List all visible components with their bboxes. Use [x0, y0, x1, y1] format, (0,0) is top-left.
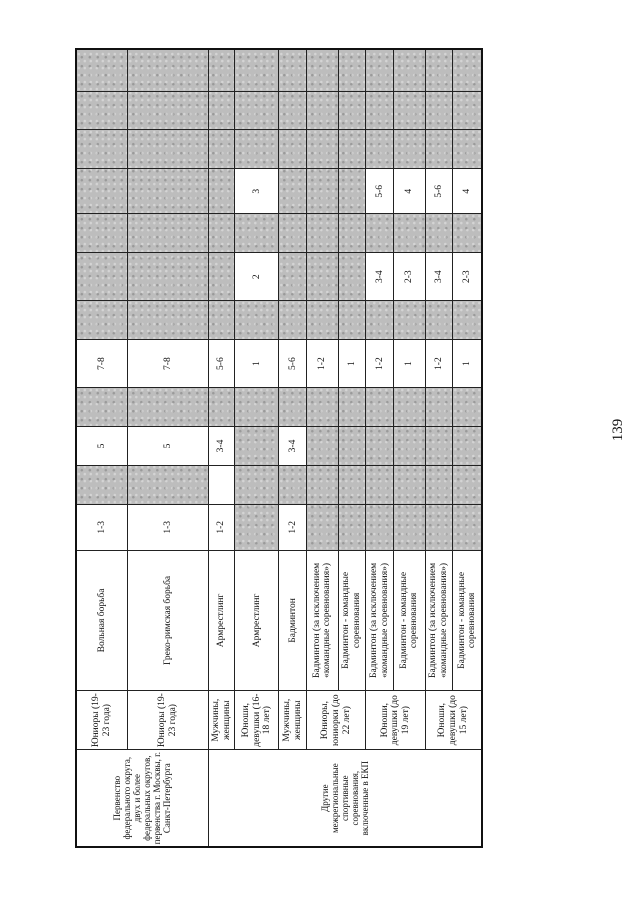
value-cell: [128, 388, 209, 427]
value-cell: [394, 49, 425, 91]
value-cell: 1-2: [307, 340, 338, 388]
value-cell: [76, 253, 128, 301]
value-cell: [235, 49, 279, 91]
value-cell: [366, 388, 394, 427]
value-cell: [235, 130, 279, 169]
value-cell: [128, 169, 209, 214]
value-cell: 5-6: [208, 340, 235, 388]
value-cell: [76, 91, 128, 130]
value-cell: [279, 301, 307, 340]
value-cell: [208, 91, 235, 130]
value-cell: 4: [453, 169, 482, 214]
table-row: [128, 49, 209, 847]
value-cell: 3-4: [279, 427, 307, 466]
value-cell: [394, 504, 425, 550]
value-cell: 1: [394, 340, 425, 388]
value-cell: 1-2: [366, 340, 394, 388]
value-cell: [425, 130, 453, 169]
table-row: [307, 49, 338, 847]
value-cell: [338, 169, 366, 214]
value-cell: 1-3: [128, 504, 209, 550]
value-cell: 2: [235, 253, 279, 301]
discipline-cell: Бадминтон (за исключением «командные соревнования»): [366, 550, 394, 690]
value-cell: [128, 49, 209, 91]
value-cell: [307, 49, 338, 91]
value-cell: [279, 214, 307, 253]
age-cell: Юниоры (19-23 года): [76, 690, 128, 749]
value-cell: [208, 253, 235, 301]
value-cell: 7-8: [76, 340, 128, 388]
value-cell: [453, 504, 482, 550]
value-cell: 1-2: [279, 504, 307, 550]
value-cell: 1-2: [208, 504, 235, 550]
value-cell: [338, 214, 366, 253]
value-cell: [76, 49, 128, 91]
value-cell: [453, 130, 482, 169]
value-cell: 7-8: [128, 340, 209, 388]
age-cell: Юниоры (19-23 года): [128, 690, 209, 749]
value-cell: [307, 465, 338, 504]
value-cell: [338, 49, 366, 91]
value-cell: [394, 91, 425, 130]
value-cell: [453, 388, 482, 427]
value-cell: [338, 504, 366, 550]
value-cell: [307, 169, 338, 214]
value-cell: [394, 427, 425, 466]
value-cell: [128, 301, 209, 340]
value-cell: [425, 504, 453, 550]
value-cell: 1-3: [76, 504, 128, 550]
value-cell: 5: [76, 427, 128, 466]
competition-places-table: [75, 48, 483, 848]
age-cell: Юноши, девушки (до 15 лет): [425, 690, 482, 749]
value-cell: [366, 214, 394, 253]
table-row: [208, 49, 235, 847]
value-cell: 3: [235, 169, 279, 214]
value-cell: [128, 214, 209, 253]
discipline-cell: Бадминтон - командные соревнования: [394, 550, 425, 690]
value-cell: [453, 49, 482, 91]
age-cell: Юниоры, юниорки (до 22 лет): [307, 690, 366, 749]
value-cell: 1: [453, 340, 482, 388]
competition-table-wrapper: [75, 48, 483, 848]
value-cell: [394, 388, 425, 427]
value-cell: [279, 49, 307, 91]
value-cell: [128, 465, 209, 504]
value-cell: [235, 214, 279, 253]
age-cell: Мужчины, женщины: [208, 690, 235, 749]
value-cell: [307, 253, 338, 301]
value-cell: 5-6: [425, 169, 453, 214]
value-cell: [279, 91, 307, 130]
value-cell: [366, 91, 394, 130]
value-cell: [76, 169, 128, 214]
value-cell: 5: [128, 427, 209, 466]
table-row: [235, 49, 279, 847]
value-cell: [394, 465, 425, 504]
value-cell: [425, 388, 453, 427]
discipline-cell: Бадминтон - командные соревнования: [453, 550, 482, 690]
value-cell: [338, 253, 366, 301]
value-cell: [128, 91, 209, 130]
table-row: [76, 49, 128, 847]
value-cell: [307, 427, 338, 466]
age-cell: Мужчины, женщины: [279, 690, 307, 749]
discipline-cell: Бадминтон: [279, 550, 307, 690]
value-cell: 2-3: [453, 253, 482, 301]
age-cell: Юноши, девушки (16-18 лет): [235, 690, 279, 749]
value-cell: [394, 301, 425, 340]
value-cell: [76, 465, 128, 504]
value-cell: [235, 301, 279, 340]
value-cell: [279, 130, 307, 169]
value-cell: [453, 301, 482, 340]
value-cell: [208, 49, 235, 91]
value-cell: [425, 427, 453, 466]
value-cell: [208, 388, 235, 427]
value-cell: [453, 214, 482, 253]
value-cell: [208, 301, 235, 340]
value-cell: [307, 91, 338, 130]
value-cell: [208, 130, 235, 169]
value-cell: 3-4: [366, 253, 394, 301]
value-cell: [338, 301, 366, 340]
discipline-cell: Бадминтон - командные соревнования: [338, 550, 366, 690]
value-cell: [394, 214, 425, 253]
value-cell: 1: [235, 340, 279, 388]
value-cell: [208, 169, 235, 214]
discipline-cell: Бадминтон (за исключением «командные соревнования»): [425, 550, 453, 690]
value-cell: [338, 465, 366, 504]
value-cell: [307, 504, 338, 550]
value-cell: [235, 504, 279, 550]
discipline-cell: Армрестлинг: [208, 550, 235, 690]
value-cell: [425, 49, 453, 91]
value-cell: 1: [338, 340, 366, 388]
value-cell: [279, 388, 307, 427]
value-cell: [76, 214, 128, 253]
value-cell: [76, 388, 128, 427]
value-cell: [338, 388, 366, 427]
group-label: Другие межрегиональные спортивные соревнования, включенные в ЕКП: [208, 750, 482, 847]
discipline-cell: Вольная борьба: [76, 550, 128, 690]
value-cell: [453, 91, 482, 130]
value-cell: [128, 130, 209, 169]
value-cell: [208, 465, 235, 504]
value-cell: [235, 465, 279, 504]
value-cell: [235, 388, 279, 427]
value-cell: [394, 130, 425, 169]
table-row: [425, 49, 453, 847]
value-cell: [279, 169, 307, 214]
value-cell: 5-6: [279, 340, 307, 388]
table-row: [279, 49, 307, 847]
value-cell: [307, 130, 338, 169]
value-cell: [307, 388, 338, 427]
value-cell: [279, 253, 307, 301]
value-cell: [453, 465, 482, 504]
value-cell: [76, 301, 128, 340]
discipline-cell: Греко-римская борьба: [128, 550, 209, 690]
value-cell: 3-4: [425, 253, 453, 301]
value-cell: [366, 301, 394, 340]
value-cell: [307, 301, 338, 340]
value-cell: [338, 130, 366, 169]
discipline-cell: Армрестлинг: [235, 550, 279, 690]
value-cell: [307, 214, 338, 253]
value-cell: [453, 427, 482, 466]
value-cell: [366, 465, 394, 504]
value-cell: [235, 91, 279, 130]
group-label: Первенство федерального округа, двух и более федеральных округов, первенства г. Москвы, г. Санкт-Петербурга: [76, 750, 208, 847]
value-cell: 3-4: [208, 427, 235, 466]
value-cell: 2-3: [394, 253, 425, 301]
value-cell: [235, 427, 279, 466]
value-cell: [425, 301, 453, 340]
value-cell: [425, 465, 453, 504]
value-cell: [366, 504, 394, 550]
value-cell: [208, 214, 235, 253]
age-cell: Юноши, девушки (до 19 лет): [366, 690, 425, 749]
value-cell: [338, 91, 366, 130]
page-number: 139: [610, 418, 626, 442]
value-cell: [366, 49, 394, 91]
value-cell: [338, 427, 366, 466]
value-cell: [425, 91, 453, 130]
value-cell: [279, 465, 307, 504]
value-cell: 5-6: [366, 169, 394, 214]
value-cell: 1-2: [425, 340, 453, 388]
value-cell: [366, 130, 394, 169]
table-row: [366, 49, 394, 847]
value-cell: [425, 214, 453, 253]
value-cell: [128, 253, 209, 301]
value-cell: [366, 427, 394, 466]
value-cell: [76, 130, 128, 169]
discipline-cell: Бадминтон (за исключением «командные соревнования»): [307, 550, 338, 690]
value-cell: 4: [394, 169, 425, 214]
